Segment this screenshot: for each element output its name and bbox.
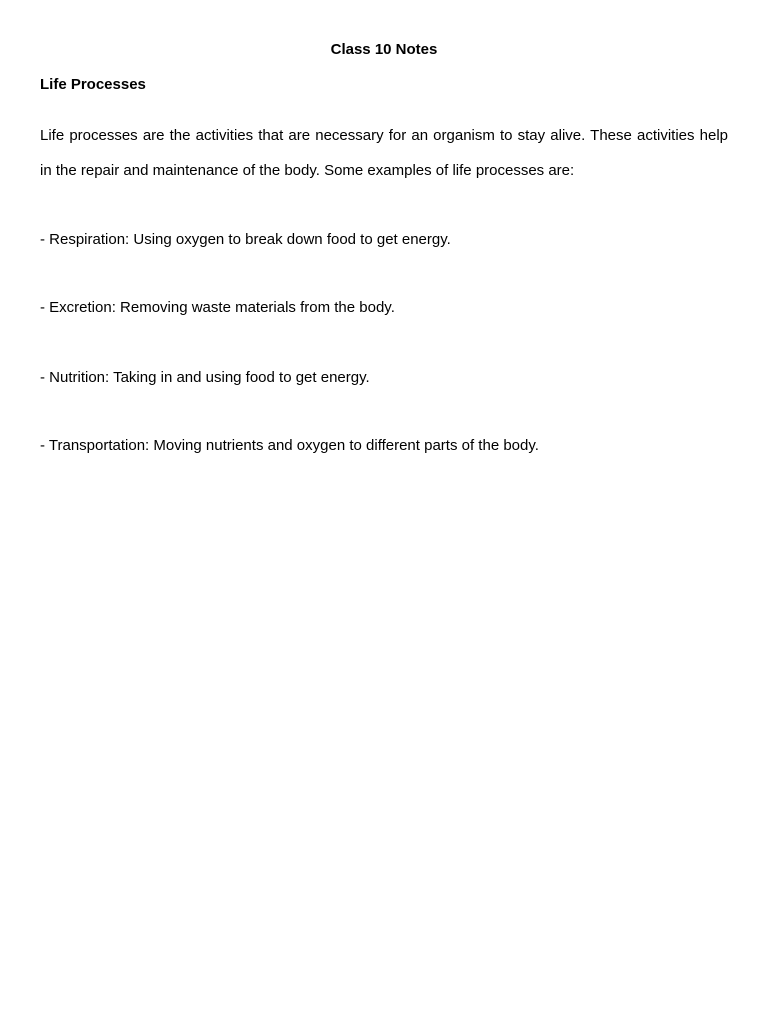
bullet-respiration: - Respiration: Using oxygen to break down food to get energy. xyxy=(40,231,451,248)
document-title: Class 10 Notes xyxy=(330,41,438,58)
intro-paragraph: Life processes are the activities that are necessary for an organism to stay alive. These activities help in the repair and maintenance of the body. Some examples of life processes are: xyxy=(40,127,728,179)
section-heading: Life Processes xyxy=(40,76,146,93)
bullet-transportation: - Transportation: Moving nutrients and oxygen to different parts of the body. xyxy=(40,437,539,454)
bullet-excretion: - Excretion: Removing waste materials from the body. xyxy=(40,299,395,316)
bullet-nutrition: - Nutrition: Taking in and using food to get energy. xyxy=(40,369,370,386)
